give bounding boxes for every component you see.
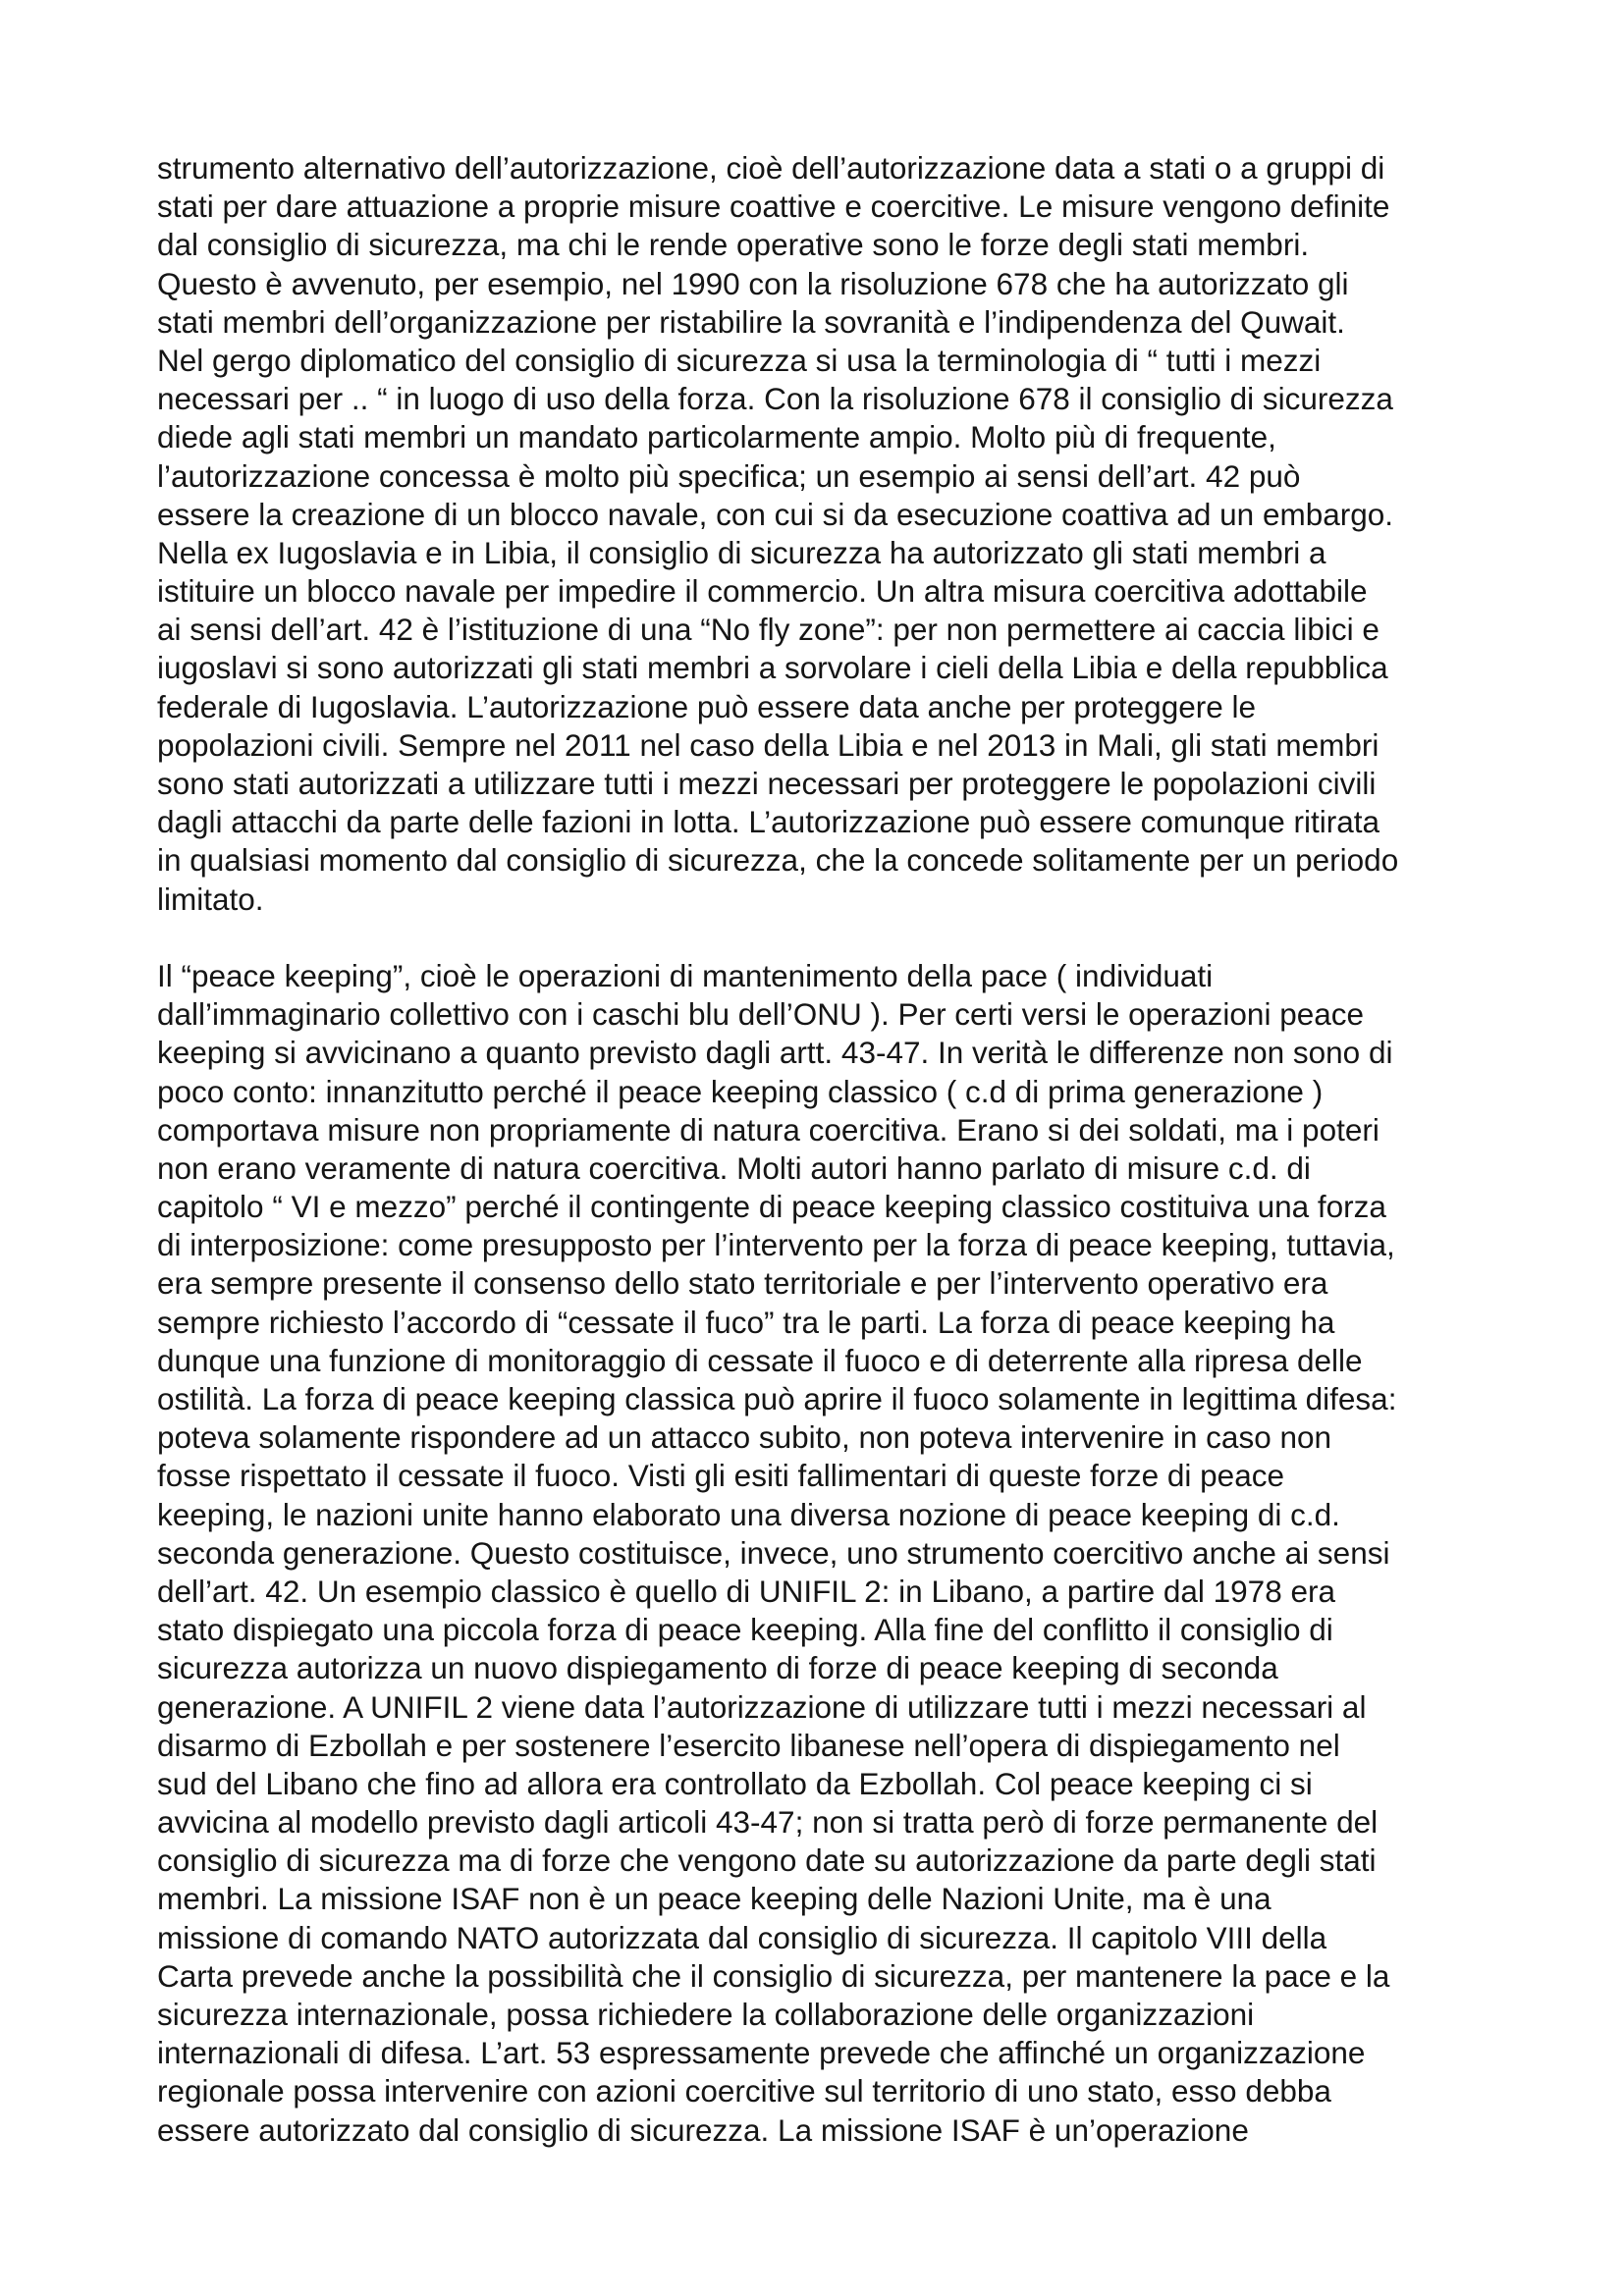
text-line: sicurezza internazionale, possa richiedere la collaborazione delle organizzazioni [157, 1997, 1255, 2032]
text-line: poteva solamente rispondere ad un attacco subito, non poteva intervenire in caso non [157, 1419, 1332, 1456]
text-line: stato dispiegato una piccola forza di peace keeping. Alla fine del conflitto il consiglio di [157, 1612, 1333, 1648]
text-line: seconda generazione. Questo costituisce, invece, uno strumento coercitivo anche ai sensi [157, 1534, 1390, 1571]
text-line: poco conto: innanzitutto perché il peace keeping classico ( c.d di prima generazione ) [157, 1073, 1324, 1109]
text-line: ostilità. La forza di peace keeping classica può aprire il fuoco solamente in legittima difesa: [157, 1381, 1397, 1416]
text-line: Nella ex Iugoslavia e in Libia, il consiglio di sicurezza ha autorizzato gli stati membri a [157, 534, 1326, 570]
text-line: necessari per .. “ in luogo di uso della forza. Con la risoluzione 678 il consiglio di sicurezza [157, 381, 1393, 417]
paragraph-gap [157, 919, 1483, 957]
text-line: sud del Libano che fino ad allora era controllato da Ezbollah. Col peace keeping ci si [157, 1765, 1313, 1801]
text-line: dagli attacchi da parte delle fazioni in lotta. L’autorizzazione può essere comunque ritirata [157, 804, 1380, 840]
text-line: keeping, le nazioni unite hanno elaborato una diversa nozione di peace keeping di c.d. [157, 1496, 1340, 1532]
text-line: limitato. [157, 881, 264, 917]
text-line: essere autorizzato dal consiglio di sicurezza. La missione ISAF è un’operazione [157, 2111, 1249, 2148]
text-line: dell’art. 42. Un esempio classico è quello di UNIFIL 2: in Libano, a partire dal 1978 era [157, 1573, 1335, 1609]
paragraph-2 [157, 957, 1483, 2150]
text-line: Carta prevede anche la possibilità che il consiglio di sicurezza, per mantenere la pace e la [157, 1957, 1390, 1994]
text-line: comportava misure non propriamente di natura coercitiva. Erano si dei soldati, ma i poteri [157, 1111, 1380, 1148]
text-line: essere la creazione di un blocco navale, con cui si da esecuzione coattiva ad un embargo. [157, 496, 1394, 532]
text-line: di interposizione: come presupposto per l’intervento per la forza di peace keeping, tuttavia, [157, 1227, 1395, 1263]
text-line: era sempre presente il consenso dello stato territoriale e per l’intervento operativo era [157, 1265, 1328, 1302]
text-line: Questo è avvenuto, per esempio, nel 1990 con la risoluzione 678 che ha autorizzato gli [157, 265, 1349, 301]
document-body [157, 149, 1483, 2150]
text-line: consiglio di sicurezza ma di forze che vengono date su autorizzazione da parte degli stati [157, 1842, 1377, 1879]
text-line: disarmo di Ezbollah e per sostenere l’esercito libanese nell’opera di dispiegamento nel [157, 1727, 1340, 1763]
text-line: missione di comando NATO autorizzata dal consiglio di sicurezza. Il capitolo VIII della [157, 1919, 1327, 1955]
text-line: dunque una funzione di monitoraggio di cessate il fuoco e di deterrente alla ripresa delle [157, 1342, 1363, 1378]
text-line: popolazioni civili. Sempre nel 2011 nel caso della Libia e nel 2013 in Mali, gli stati membri [157, 726, 1380, 763]
text-line: generazione. A UNIFIL 2 viene data l’autorizzazione di utilizzare tutti i mezzi necessari al [157, 1688, 1367, 1725]
text-line: keeping si avvicinano a quanto previsto dagli artt. 43-47. In verità le differenze non sono di [157, 1035, 1393, 1071]
text-line: avvicina al modello previsto dagli articoli 43-47; non si tratta però di forze permanente del [157, 1804, 1379, 1841]
text-line: non erano veramente di natura coercitiva. Molti autori hanno parlato di misure c.d. di [157, 1149, 1311, 1186]
text-line: regionale possa intervenire con azioni coercitive sul territorio di uno stato, esso debba [157, 2073, 1331, 2109]
text-line: ai sensi dell’art. 42 è l’istituzione di una “No fly zone”: per non permettere ai caccia libici e [157, 612, 1380, 648]
text-line: Nel gergo diplomatico del consiglio di sicurezza si usa la terminologia di “ tutti i mezzi [157, 342, 1322, 378]
text-line: dal consiglio di sicurezza, ma chi le rende operative sono le forze degli stati membri. [157, 227, 1310, 263]
text-line: iugoslavi si sono autorizzati gli stati membri a sorvolare i cieli della Libia e della repubblica [157, 650, 1388, 686]
text-line: stati per dare attuazione a proprie misure coattive e coercitive. Le misure vengono definite [157, 188, 1390, 225]
text-line: l’autorizzazione concessa è molto più specifica; un esempio ai sensi dell’art. 42 può [157, 457, 1301, 494]
text-line: in qualsiasi momento dal consiglio di sicurezza, che la concede solitamente per un periodo [157, 842, 1399, 879]
paragraph-1 [157, 149, 1483, 919]
text-line: capitolo “ VI e mezzo” perché il contingente di peace keeping classico costituiva una forza [157, 1189, 1386, 1225]
text-line: strumento alternativo dell’autorizzazione, cioè dell’autorizzazione data a stati o a gruppi di [157, 150, 1385, 186]
text-line: sicurezza autorizza un nuovo dispiegamento di forze di peace keeping di seconda [157, 1650, 1278, 1686]
text-line: Il “peace keeping”, cioè le operazioni di mantenimento della pace ( individuati [157, 957, 1214, 993]
text-line: sono stati autorizzati a utilizzare tutti i mezzi necessari per proteggere le popolazioni civili [157, 766, 1377, 801]
text-line: istituire un blocco navale per impedire il commercio. Un altra misura coercitiva adottabile [157, 573, 1368, 610]
text-line: sempre richiesto l’accordo di “cessate il fuco” tra le parti. La forza di peace keeping ha [157, 1304, 1335, 1340]
text-line: stati membri dell’organizzazione per ristabilire la sovranità e l’indipendenza del Quwait. [157, 303, 1345, 340]
text-line: membri. La missione ISAF non è un peace keeping delle Nazioni Unite, ma è una [157, 1881, 1271, 1917]
text-line: internazionali di difesa. L’art. 53 espressamente prevede che affinché un organizzazione [157, 2035, 1366, 2071]
text-line: federale di Iugoslavia. L’autorizzazione può essere data anche per proteggere le [157, 688, 1257, 724]
text-line: dall’immaginario collettivo con i caschi blu dell’ONU ). Per certi versi le operazioni peace [157, 996, 1365, 1033]
text-line: diede agli stati membri un mandato particolarmente ampio. Molto più di frequente, [157, 419, 1276, 455]
text-line: fosse rispettato il cessate il fuoco. Visti gli esiti fallimentari di queste forze di peace [157, 1458, 1284, 1494]
